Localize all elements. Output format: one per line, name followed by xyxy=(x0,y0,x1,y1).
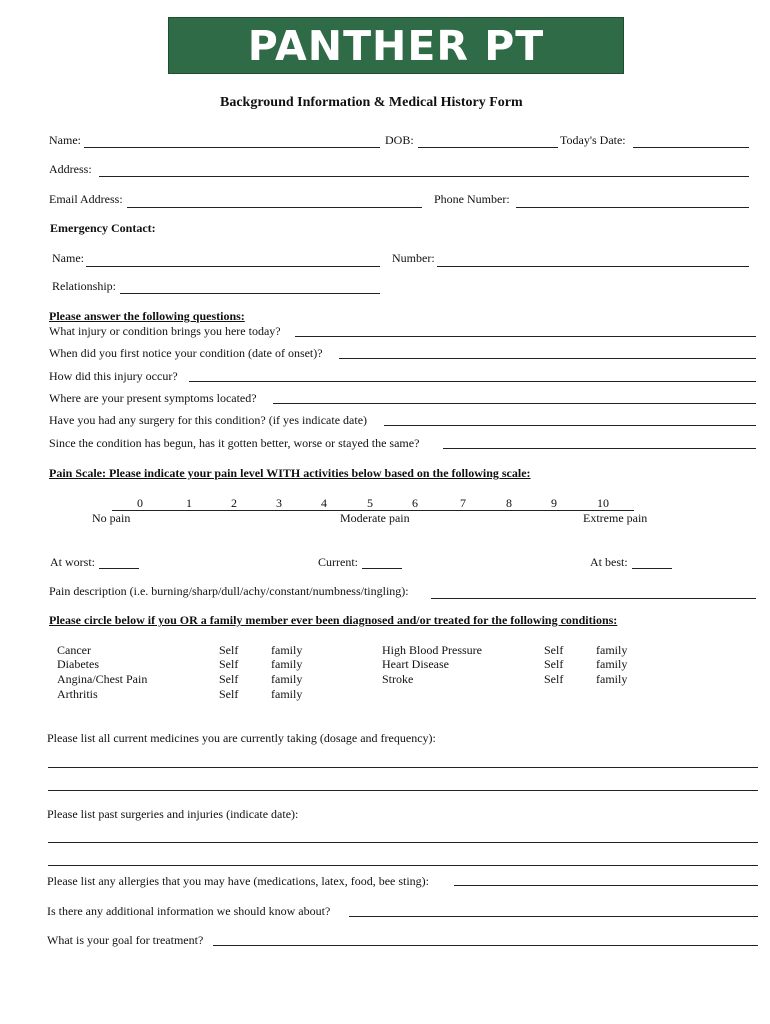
surgeries-label: Please list past surgeries and injuries (indicate date): xyxy=(47,807,299,821)
current-label: Current: xyxy=(318,555,358,569)
condition-angina-self[interactable]: Self xyxy=(219,672,239,686)
condition-diabetes-self[interactable]: Self xyxy=(219,657,239,671)
email-field[interactable] xyxy=(127,207,422,208)
condition-heart-disease: Heart Disease xyxy=(382,657,449,671)
emergency-number-label: Number: xyxy=(392,251,435,265)
todays-date-label: Today's Date: xyxy=(560,133,626,147)
surgeries-field-2[interactable] xyxy=(48,865,758,866)
condition-stroke: Stroke xyxy=(382,672,414,686)
question-injury-label: What injury or condition brings you here today? xyxy=(49,324,281,338)
condition-stroke-self[interactable]: Self xyxy=(544,672,564,686)
phone-label: Phone Number: xyxy=(434,192,510,206)
condition-diabetes: Diabetes xyxy=(57,657,99,671)
dob-field[interactable] xyxy=(418,147,558,148)
address-label: Address: xyxy=(49,162,92,176)
condition-cancer: Cancer xyxy=(57,643,91,657)
form-title: Background Information & Medical History Form xyxy=(220,95,523,110)
surgeries-field-1[interactable] xyxy=(48,842,758,843)
condition-angina-family[interactable]: family xyxy=(271,672,303,686)
allergies-field[interactable] xyxy=(454,885,758,886)
condition-hbp-self[interactable]: Self xyxy=(544,643,564,657)
pain-scale-4[interactable]: 4 xyxy=(321,496,327,510)
additional-info-label: Is there any additional information we should know about? xyxy=(47,904,331,918)
medicines-field-2[interactable] xyxy=(48,790,758,791)
question-onset-field[interactable] xyxy=(339,358,756,359)
condition-heart-disease-family[interactable]: family xyxy=(596,657,628,671)
brand-logo xyxy=(168,17,624,74)
address-field[interactable] xyxy=(99,176,749,177)
condition-heart-disease-self[interactable]: Self xyxy=(544,657,564,671)
condition-stroke-family[interactable]: family xyxy=(596,672,628,686)
condition-cancer-self[interactable]: Self xyxy=(219,643,239,657)
question-occur-field[interactable] xyxy=(189,381,756,382)
pain-scale-5[interactable]: 5 xyxy=(367,496,373,510)
goal-label: What is your goal for treatment? xyxy=(47,933,204,947)
question-progress-field[interactable] xyxy=(443,448,756,449)
medicines-field-1[interactable] xyxy=(48,767,758,768)
name-label: Name: xyxy=(49,133,81,147)
extreme-pain-label: Extreme pain xyxy=(583,511,648,525)
condition-hbp-family[interactable]: family xyxy=(596,643,628,657)
pain-description-field[interactable] xyxy=(431,598,756,599)
pain-scale-0[interactable]: 0 xyxy=(137,496,143,510)
pain-description-label: Pain description (i.e. burning/sharp/dull/achy/constant/numbness/tingling): xyxy=(49,584,409,598)
email-label: Email Address: xyxy=(49,192,123,206)
pain-scale-heading: Pain Scale: Please indicate your pain level WITH activities below based on the following scale: xyxy=(49,466,531,480)
pain-scale-7[interactable]: 7 xyxy=(460,496,466,510)
condition-cancer-family[interactable]: family xyxy=(271,643,303,657)
question-surgery-field[interactable] xyxy=(384,425,756,426)
current-field[interactable] xyxy=(362,568,402,569)
pain-scale-3[interactable]: 3 xyxy=(276,496,282,510)
question-onset-label: When did you first notice your condition (date of onset)? xyxy=(49,346,323,360)
relationship-label: Relationship: xyxy=(52,279,116,293)
relationship-field[interactable] xyxy=(120,293,380,294)
at-best-field[interactable] xyxy=(632,568,672,569)
goal-field[interactable] xyxy=(213,945,758,946)
pain-scale-8[interactable]: 8 xyxy=(506,496,512,510)
emergency-number-field[interactable] xyxy=(437,266,749,267)
pain-scale-1[interactable]: 1 xyxy=(186,496,192,510)
additional-info-field[interactable] xyxy=(349,916,758,917)
question-symptoms-field[interactable] xyxy=(273,403,756,404)
question-occur-label: How did this injury occur? xyxy=(49,369,178,383)
dob-label: DOB: xyxy=(385,133,414,147)
condition-high-blood-pressure: High Blood Pressure xyxy=(382,643,482,657)
question-surgery-label: Have you had any surgery for this condition? (if yes indicate date) xyxy=(49,413,368,427)
todays-date-field[interactable] xyxy=(633,147,749,148)
pain-scale-2[interactable]: 2 xyxy=(231,496,237,510)
condition-angina: Angina/Chest Pain xyxy=(57,672,148,686)
medicines-label: Please list all current medicines you are currently taking (dosage and frequency): xyxy=(47,731,436,745)
at-worst-label: At worst: xyxy=(50,555,95,569)
at-worst-field[interactable] xyxy=(99,568,139,569)
no-pain-label: No pain xyxy=(92,511,131,525)
emergency-name-label: Name: xyxy=(52,251,84,265)
pain-scale-9[interactable]: 9 xyxy=(551,496,557,510)
condition-arthritis-family[interactable]: family xyxy=(271,687,303,701)
condition-arthritis: Arthritis xyxy=(57,687,98,701)
conditions-heading: Please circle below if you OR a family member ever been diagnosed and/or treated for the following conditions: xyxy=(49,613,618,627)
moderate-pain-label: Moderate pain xyxy=(340,511,410,525)
question-injury-field[interactable] xyxy=(295,336,756,337)
condition-diabetes-family[interactable]: family xyxy=(271,657,303,671)
question-progress-label: Since the condition has begun, has it gotten better, worse or stayed the same? xyxy=(49,436,420,450)
emergency-name-field[interactable] xyxy=(86,266,380,267)
pain-scale-10[interactable]: 10 xyxy=(597,496,609,510)
pain-scale-6[interactable]: 6 xyxy=(412,496,418,510)
question-symptoms-label: Where are your present symptoms located? xyxy=(49,391,257,405)
phone-field[interactable] xyxy=(516,207,749,208)
condition-arthritis-self[interactable]: Self xyxy=(219,687,239,701)
allergies-label: Please list any allergies that you may have (medications, latex, food, bee sting): xyxy=(47,874,430,888)
questions-heading: Please answer the following questions: xyxy=(49,309,245,323)
name-field[interactable] xyxy=(84,147,380,148)
logo-text: PANTHER PT xyxy=(247,21,545,70)
at-best-label: At best: xyxy=(590,555,628,569)
emergency-heading: Emergency Contact: xyxy=(50,221,156,235)
